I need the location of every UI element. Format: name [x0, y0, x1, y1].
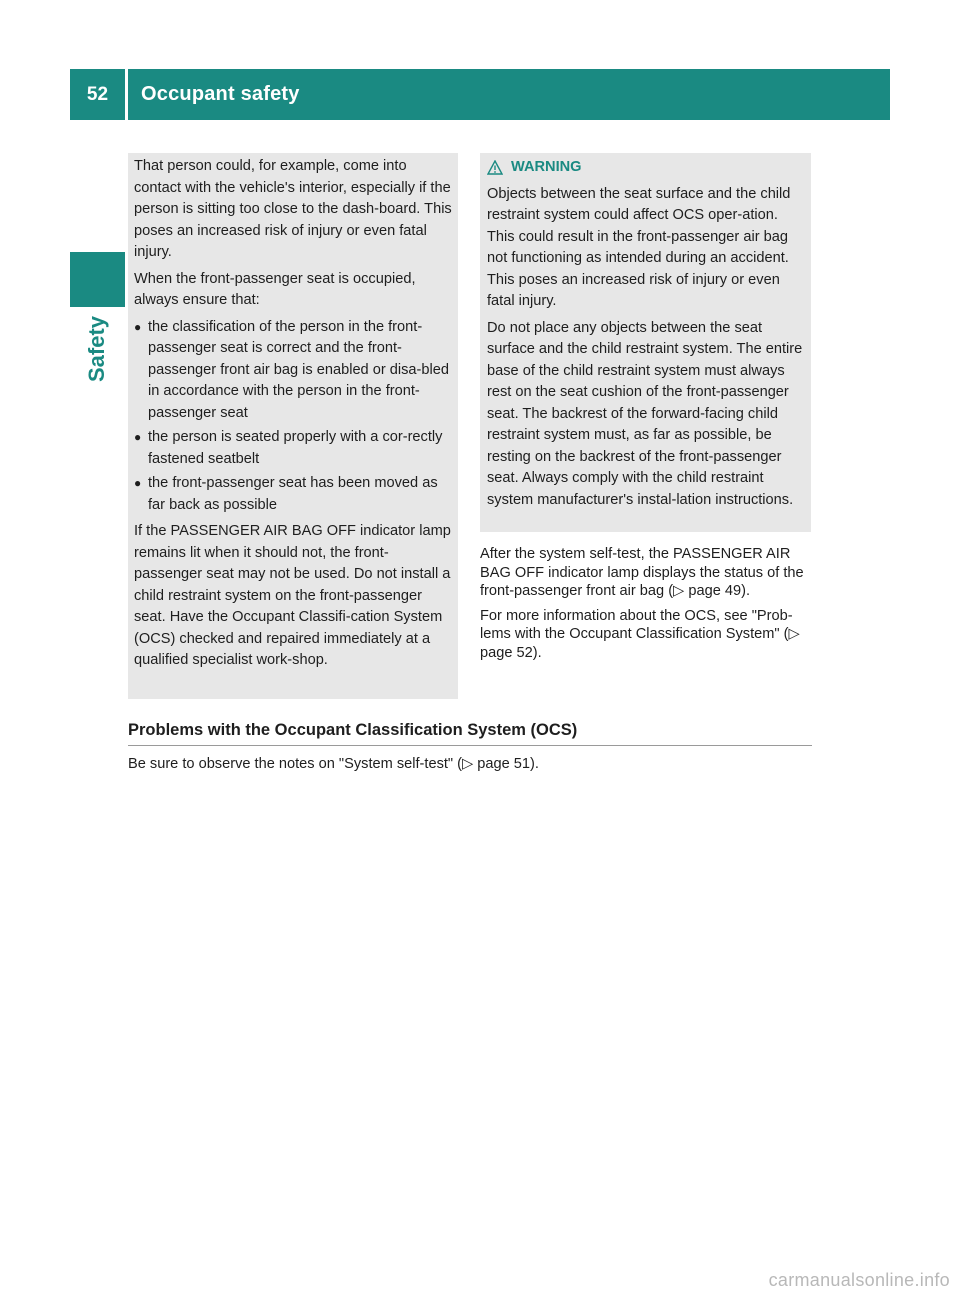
status-paragraph-1: After the system self-test, the PASSENGER AIR BAG OFF indicator lamp displays the status of the front-passenger front air bag (▷ page 49). [480, 546, 804, 599]
side-tab-block [70, 252, 125, 307]
section-divider [128, 745, 812, 746]
page-number: 52 [86, 84, 109, 105]
bullet-icon: ● [134, 476, 142, 490]
warning-box [480, 153, 811, 532]
bullet-icon: ● [134, 430, 142, 444]
warning-paragraph-1: Objects between the seat surface and the child restraint system could affect OCS oper-ation. This could result in the front-passenger air bag not functioning as intended during an accident. This poses an increased risk of injury or even fatal injury. [487, 185, 791, 309]
warning-heading [487, 157, 811, 179]
watermark: carmanualsonline.info [768, 1270, 950, 1290]
info-paragraph-2: When the front-passenger seat is occupied, always ensure that: [134, 270, 416, 308]
info-box [128, 153, 458, 699]
section-body: Be sure to observe the notes on "System self-test" (▷ page 51). [128, 756, 539, 772]
warning-label: WARNING [511, 159, 582, 175]
list-item: ● the classification of the person in the front-passenger seat is correct and the front-passenger front air bag is enabled or disa-bled in accordance with the person in the front-passenger seat [134, 318, 449, 421]
bullet-icon: ● [134, 319, 142, 334]
status-text [480, 545, 812, 668]
side-tab-label: Safety [84, 315, 109, 382]
page-title: Occupant safety [141, 83, 300, 105]
list-item: ● the front-passenger seat has been moved as far back as possible [134, 475, 438, 513]
warning-paragraph-2: Do not place any objects between the seat surface and the child restraint system. The entire base of the child restraint system must always rest on the seat cushion of the front-passenger seat. The backrest of the forward-facing child restraint system must, as far as possible, be resting on the backrest of the front-passenger seat. Always comply with the child restraint system manufacturer's instal-lation instructions. [487, 319, 803, 508]
warning-triangle-icon [487, 160, 503, 175]
header-divider [125, 69, 128, 120]
status-paragraph-2: For more information about the OCS, see "Prob-lems with the Occupant Classification System" (▷ page 52). [480, 607, 800, 661]
info-paragraph-1: That person could, for example, come into contact with the vehicle's interior, especially if the person is sitting too close to the dash-board. This poses an increased risk of injury or even fatal injury. [134, 158, 452, 260]
checklist [134, 317, 454, 517]
info-paragraph-3: If the PASSENGER AIR BAG OFF indicator lamp remains lit when it should not, the front-passenger seat may not be used. Do not install a child restraint system on the front-passenger seat. Have the Occupant Classifi-cation System (OCS) checked and repaired immediately at a qualified specialist work-shop. [134, 523, 451, 668]
section-heading: Problems with the Occupant Classification System (OCS) [128, 721, 578, 739]
list-item: ● the person is seated properly with a cor-rectly fastened seatbelt [134, 429, 443, 467]
